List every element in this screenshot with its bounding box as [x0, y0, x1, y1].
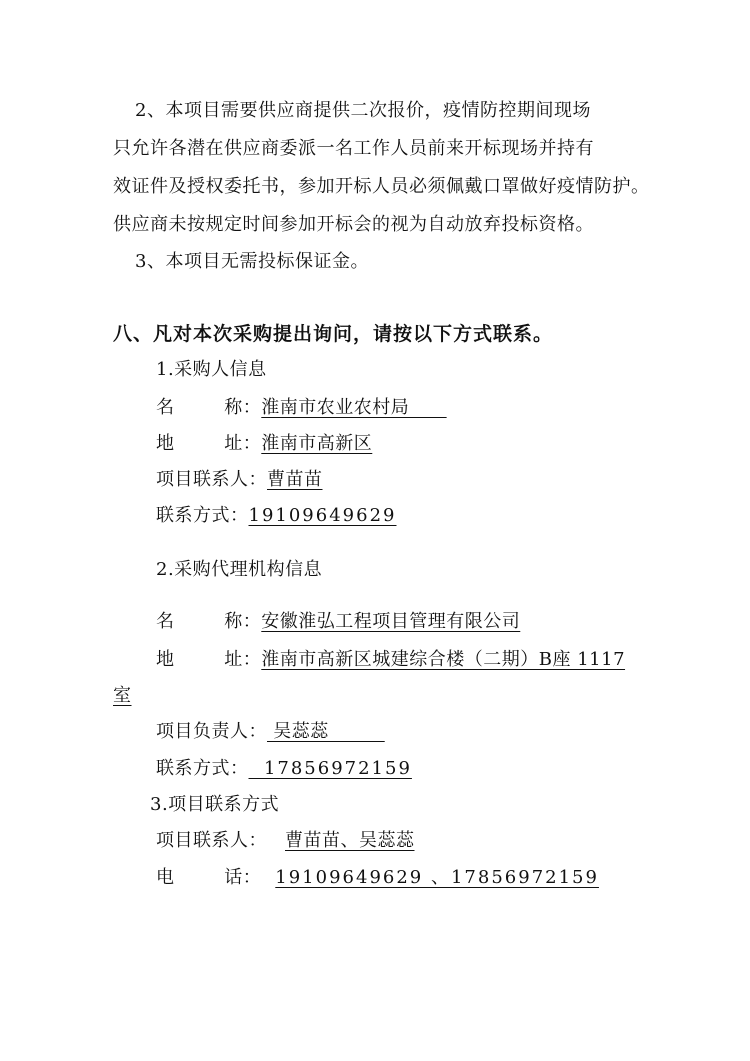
- project-phone-value: 19109649629 、17856972159: [275, 867, 599, 888]
- project-phone-row: [156, 866, 599, 890]
- agency-phone-row: [156, 757, 412, 781]
- agency-address-continuation: [113, 684, 132, 708]
- para-2-line-3: 效证件及授权委托书，参加开标人员必须佩戴口罩做好疫情防护。: [113, 176, 650, 197]
- section-8-heading: 八、凡对本次采购提出询问，请按以下方式联系。: [113, 323, 554, 345]
- agency-phone-value: 17856972159: [248, 758, 412, 779]
- project-contact-row: [156, 829, 415, 853]
- purchaser-contact-label: 项目联系人：: [156, 469, 267, 490]
- agency-manager-label: 项目负责人：: [156, 721, 267, 742]
- agency-address-value-cont: 室: [113, 685, 132, 706]
- purchaser-title: 1.采购人信息: [156, 359, 267, 380]
- agency-title: 2.采购代理机构信息: [156, 559, 323, 580]
- purchaser-phone-value: 19109649629: [248, 505, 397, 526]
- agency-name-row: [156, 610, 520, 634]
- purchaser-address-row: [156, 432, 372, 456]
- para-2-line-2: 只允许各潜在供应商委派一名工作人员前来开标现场并持有: [113, 138, 594, 159]
- purchaser-name-value: 淮南市农业农村局: [261, 397, 447, 418]
- purchaser-address-value: 淮南市高新区: [261, 433, 373, 454]
- agency-manager-row: [156, 720, 385, 744]
- purchaser-name-label: 名 称：: [156, 397, 262, 418]
- para-2-line-4: 供应商未按规定时间参加开标会的视为自动放弃投标资格。: [113, 214, 594, 235]
- agency-name-label: 名 称：: [156, 611, 262, 632]
- purchaser-phone-label: 联系方式：: [156, 505, 249, 526]
- agency-manager-value: 吴蕊蕊: [267, 721, 385, 742]
- project-phone-label: 电 话：: [156, 867, 262, 888]
- agency-address-row: [156, 648, 625, 672]
- agency-address-value: 淮南市高新区城建综合楼（二期）B座 1117: [261, 649, 626, 670]
- agency-address-label: 地 址：: [156, 649, 262, 670]
- project-contact-value: 曹苗苗、吴蕊蕊: [285, 830, 415, 851]
- purchaser-address-label: 地 址：: [156, 433, 262, 454]
- purchaser-phone-row: [156, 504, 396, 528]
- purchaser-name-row: [156, 396, 447, 420]
- project-contact-title: 3.项目联系方式: [150, 794, 280, 815]
- purchaser-contact-value: 曹苗苗: [267, 469, 323, 490]
- project-contact-label: 项目联系人：: [156, 830, 267, 851]
- agency-name-value: 安徽淮弘工程项目管理有限公司: [261, 611, 521, 632]
- para-3: 3、本项目无需投标保证金。: [135, 251, 369, 272]
- para-2-line-1: 2、本项目需要供应商提供二次报价，疫情防控期间现场: [135, 100, 591, 121]
- purchaser-contact-row: [156, 468, 323, 492]
- agency-phone-label: 联系方式：: [156, 758, 249, 779]
